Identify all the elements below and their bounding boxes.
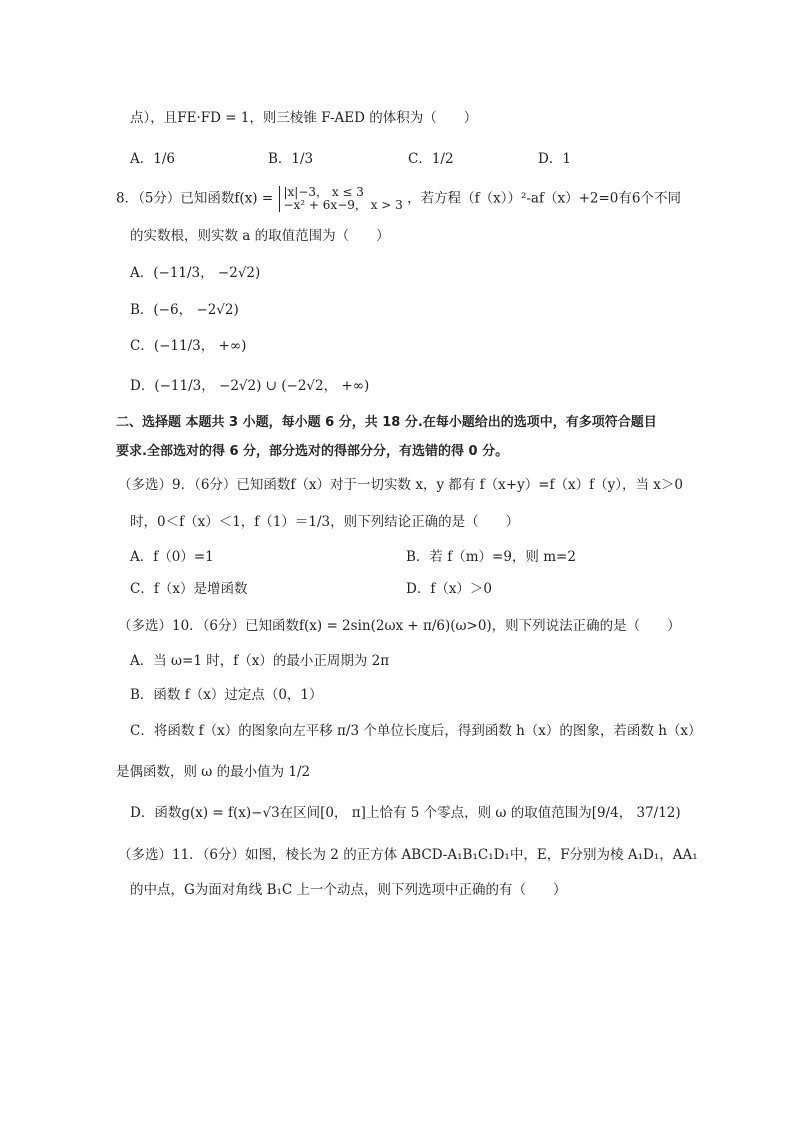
- section-2-heading-line-1: 二、选择题 本题共 3 小题，每小题 6 分，共 18 分.在每小题给出的选项中，有多项符合题目: [116, 415, 657, 430]
- section-2-heading-line-2: 要求.全部选对的得 6 分，部分选对的得部分分，有选错的得 0 分。: [116, 444, 509, 459]
- q11-line-1: （多选）11．（6分）如图，棱长为 2 的正方体 ABCD-A₁B₁C₁D₁中，E，F分别为棱 A₁D₁，AA₁: [118, 847, 698, 863]
- q7-option-c: C．1/2: [408, 151, 454, 167]
- q10-option-d: D．函数g(x) = f(x)−√3在区间[0， π]上恰有 5 个零点，则 ω 的取值范围为[9/4， 37/12): [130, 805, 681, 821]
- q9-line-2: 时，0＜f（x）＜1，f（1）＝1/3，则下列结论正确的是（ ）: [130, 514, 520, 530]
- q8-option-a: A．(−11/3， −2√2): [130, 265, 261, 281]
- q8-line-1: [116, 186, 681, 212]
- q9-line-1: （多选）9．（6分）已知函数f（x）对于一切实数 x，y 都有 f（x+y）=f（x）f（y），当 x＞0: [118, 477, 683, 493]
- q9-option-c: C．f（x）是增函数: [130, 581, 248, 597]
- q8-option-b: B．(−6， −2√2): [130, 302, 239, 318]
- q8-piece-1: |x|−3， x ≤ 3: [283, 185, 364, 199]
- q7-line: 点），且FE·FD = 1，则三棱锥 F-AED 的体积为（ ）: [130, 110, 478, 126]
- q9-option-a: A．f（0）=1: [130, 549, 214, 565]
- q7-option-b: B．1/3: [268, 151, 314, 167]
- q8-option-d: D．(−11/3， −2√2) ∪ (−2√2， +∞): [130, 378, 370, 394]
- q8-piecewise: [279, 186, 402, 212]
- q11-line-2: 的中点，G为面对角线 B₁C 上一个动点，则下列选项中正确的有（ ）: [130, 882, 567, 898]
- q9-option-b: B．若 f（m）=9，则 m=2: [406, 549, 576, 565]
- q10-option-b: B．函数 f（x）过定点（0，1）: [130, 687, 323, 703]
- q10-option-c-line-2: 是偶函数，则 ω 的最小值为 1/2: [116, 764, 311, 780]
- q7-option-a: A．1/6: [130, 151, 175, 167]
- q9-option-d: D．f（x）＞0: [406, 581, 493, 597]
- q8-stem-end: ，若方程（f（x））²-af（x）+2=0有6个不同: [407, 190, 681, 207]
- q7-option-d: D．1: [538, 151, 571, 167]
- q8-line-2: 的实数根，则实数 a 的取值范围为（ ）: [130, 228, 390, 244]
- q10-option-c-line-1: C．将函数 f（x）的图象向左平移 π/3 个单位长度后，得到函数 h（x）的图象，若函数 h（x）: [130, 723, 702, 739]
- q10-line-1: （多选）10．（6分）已知函数f(x) = 2sin(2ωx + π/6)(ω>0)，则下列说法正确的是（ ）: [118, 618, 681, 634]
- q8-option-c: C．(−11/3， +∞): [130, 338, 247, 354]
- q10-option-a: A．当 ω=1 时，f（x）的最小正周期为 2π: [130, 653, 390, 669]
- q8-piece-2: −x² + 6x−9， x > 3: [283, 198, 403, 212]
- q8-stem-start: 8．（5分）已知函数f(x) =: [116, 190, 274, 207]
